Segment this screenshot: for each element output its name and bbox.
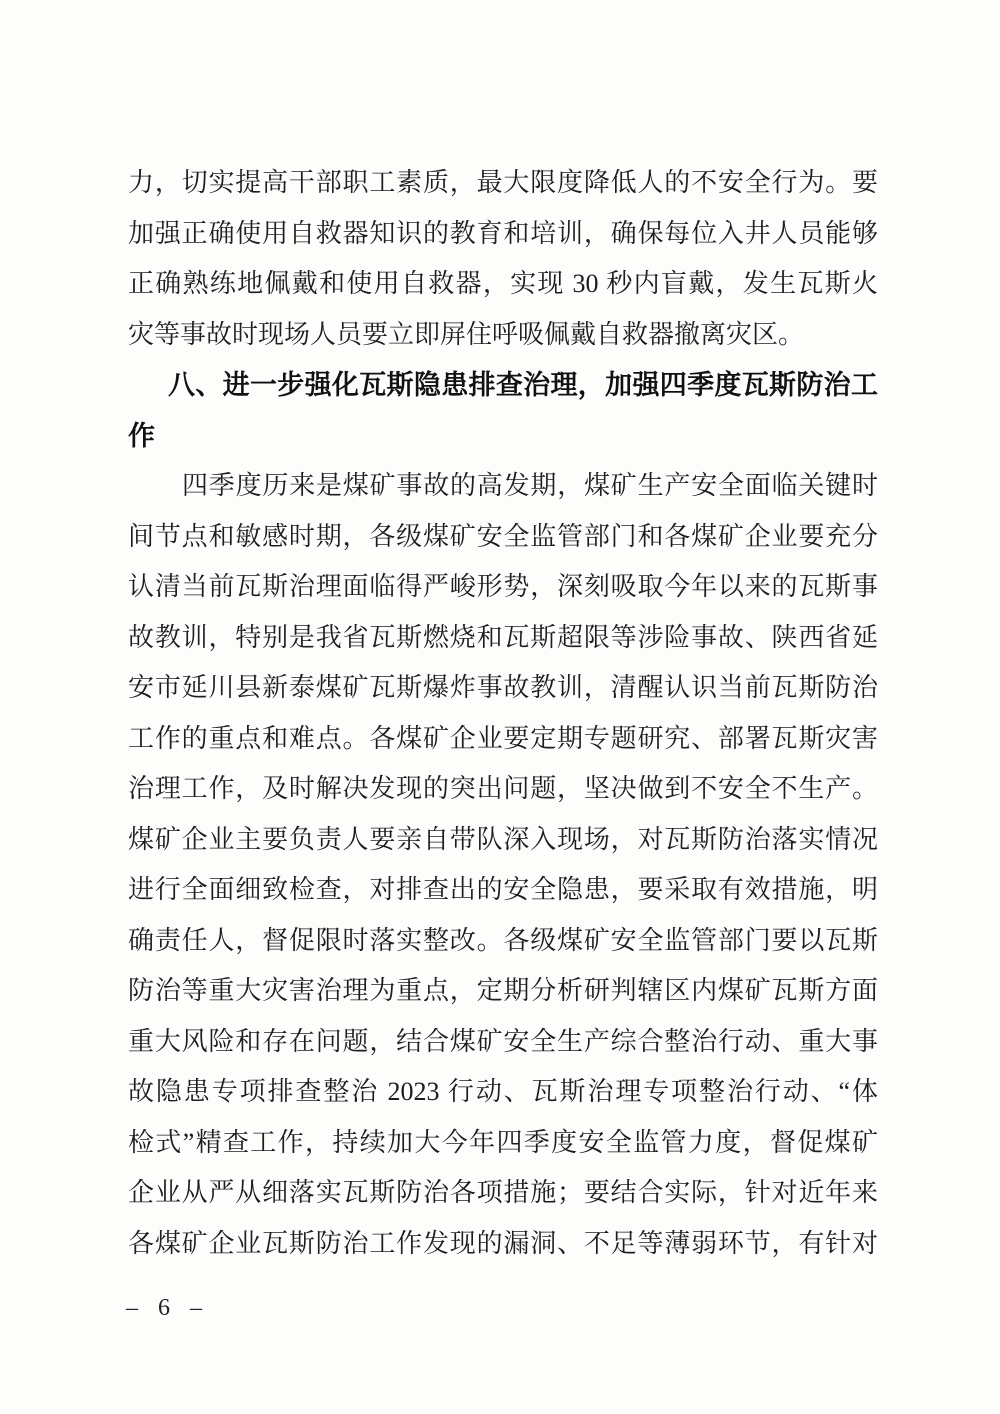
body-line: 工作的重点和难点。各煤矿企业要定期专题研究、部署瓦斯灾害 xyxy=(128,723,878,753)
heading-line: 八、进一步强化瓦斯隐患排查治理，加强四季度瓦斯防治工 xyxy=(168,370,878,400)
body-line: 故教训，特别是我省瓦斯燃烧和瓦斯超限等涉险事故、陕西省延 xyxy=(128,622,878,652)
body-line: 企业从严从细落实瓦斯防治各项措施；要结合实际，针对近年来 xyxy=(128,1178,878,1207)
body-line: 确责任人，督促限时落实整改。各级煤矿安全监管部门要以瓦斯 xyxy=(128,925,878,955)
body-line: 故隐患专项排查整治 2023 行动、瓦斯治理专项整治行动、“体 xyxy=(128,1077,878,1106)
paragraph-q4-gas-prevention xyxy=(128,461,878,1269)
body-line: 间节点和敏感时期，各级煤矿安全监管部门和各煤矿企业要充分 xyxy=(128,521,878,551)
heading-line: 作 xyxy=(128,420,155,451)
body-line: 检式”精查工作，持续加大今年四季度安全监管力度，督促煤矿 xyxy=(128,1127,878,1157)
paragraph-self-rescuer-training-continuation xyxy=(128,158,878,360)
document-body xyxy=(128,158,878,1269)
body-line: 力，切实提高干部职工素质，最大限度降低人的不安全行为。要 xyxy=(128,168,878,197)
body-line: 治理工作，及时解决发现的突出问题，坚决做到不安全不生产。 xyxy=(128,774,878,803)
body-line: 煤矿企业主要负责人要亲自带队深入现场，对瓦斯防治落实情况 xyxy=(128,824,878,854)
body-line: 防治等重大灾害治理为重点，定期分析研判辖区内煤矿瓦斯方面 xyxy=(128,976,878,1005)
body-line: 各煤矿企业瓦斯防治工作发现的漏洞、不足等薄弱环节，有针对 xyxy=(128,1228,878,1258)
body-line: 认清当前瓦斯治理面临得严峻形势，深刻吸取今年以来的瓦斯事 xyxy=(128,572,878,601)
body-line: 重大风险和存在问题，结合煤矿安全生产综合整治行动、重大事 xyxy=(128,1026,878,1056)
body-line: 灾等事故时现场人员要立即屏住呼吸佩戴自救器撤离灾区。 xyxy=(128,319,805,349)
body-line: 四季度历来是煤矿事故的高发期，煤矿生产安全面临关键时 xyxy=(182,471,878,500)
body-line: 进行全面细致检查，对排查出的安全隐患，要采取有效措施，明 xyxy=(128,875,878,904)
body-line: 正确熟练地佩戴和使用自救器，实现 30 秒内盲戴，发生瓦斯火 xyxy=(128,269,878,298)
page-number: – 6 – xyxy=(126,1295,209,1321)
body-line: 加强正确使用自救器知识的教育和培训，确保每位入井人员能够 xyxy=(128,218,878,248)
body-line: 安市延川县新泰煤矿瓦斯爆炸事故教训，清醒认识当前瓦斯防治 xyxy=(128,673,878,702)
section-heading-8-gas-hazard-inspection xyxy=(128,360,878,461)
